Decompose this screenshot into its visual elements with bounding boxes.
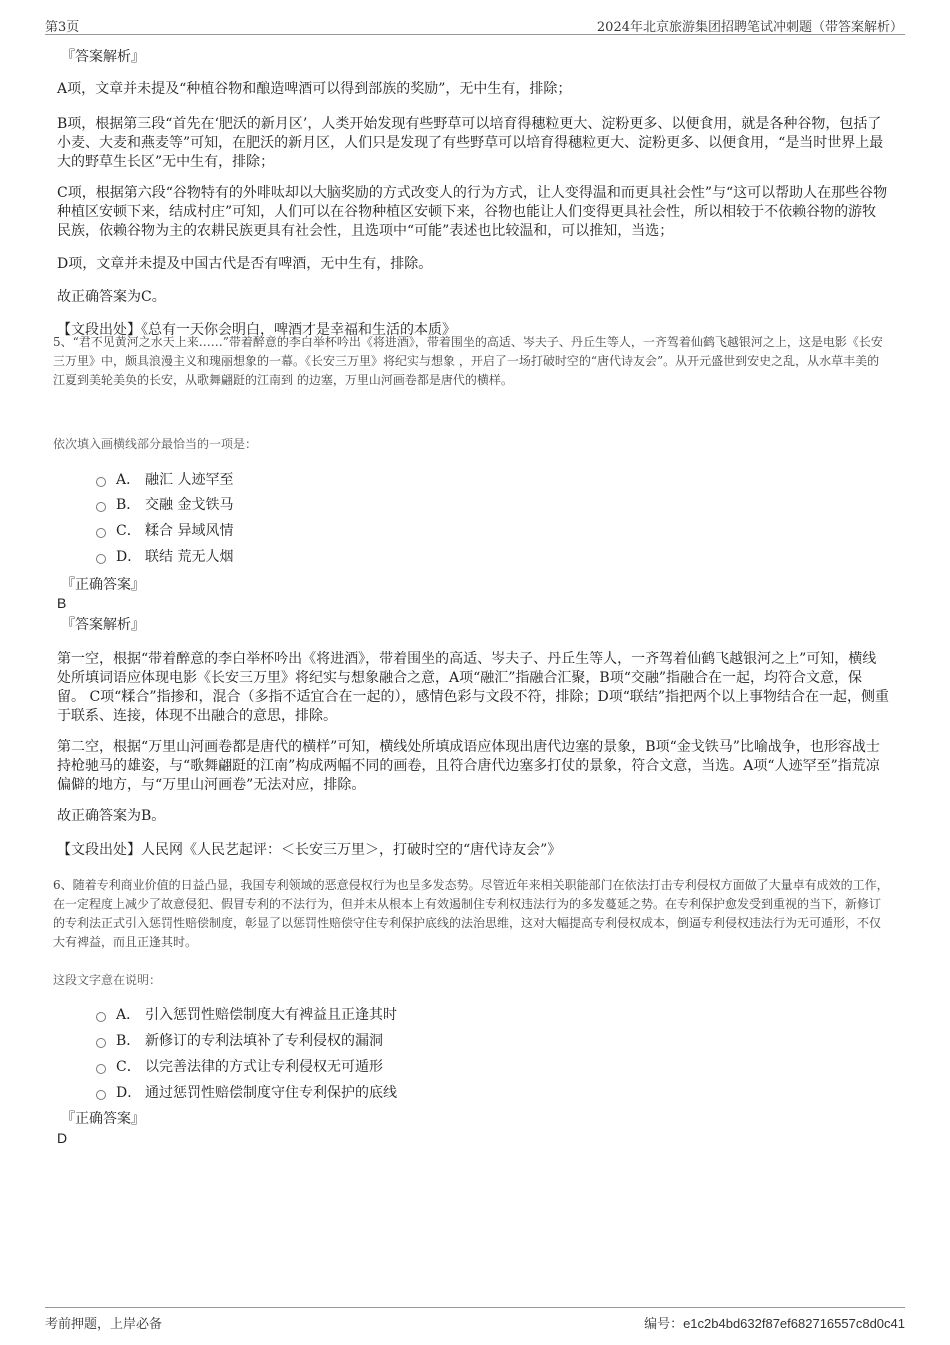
option-text: 通过惩罚性赔偿制度守住专利保护的底线 bbox=[145, 1085, 397, 1101]
document-title: 2024年北京旅游集团招聘笔试冲刺题（带答案解析） bbox=[596, 20, 903, 35]
option-text: 新修订的专利法填补了专利侵权的漏洞 bbox=[145, 1033, 383, 1049]
correct-answer: B bbox=[57, 595, 67, 611]
footer-slogan: 考前押题，上岸必备 bbox=[45, 1317, 163, 1332]
option-text: 交融 金戈铁马 bbox=[145, 497, 234, 513]
radio-icon[interactable] bbox=[96, 1090, 106, 1100]
analysis-paragraph-1: 第一空，根据“带着醉意的李白举杯吟出《将进酒》，带着围坐的高适、岑夫子、丹丘生等人，一齐驾着仙鹤飞越银河之上”可知，横线处所填词语应体现电影《长安三万里》将纪实与想象融合之意，A项“融汇”指融合汇聚，B项“交融”指融合在一起，均符合文意，保留。 C项“糅合”指掺和，混合（多指不适宜合在一起的），感情色彩与文段不符，排除；D项“联结”指把两个以上事物结合在一起，侧重于联系、连接，体现不出融合的意思，排除。 bbox=[57, 651, 890, 724]
answer-conclusion: 故正确答案为C。 bbox=[57, 289, 166, 305]
radio-icon[interactable] bbox=[96, 477, 106, 487]
analysis-paragraph-b: B项，根据第三段“首先在‘肥沃的新月区’，人类开始发现有些野草可以培育得穗粒更大、淀粉更多、以便食用，就是各种谷物，包括了小麦、大麦和燕麦等”可知，在肥沃的新月区，人们只是发现了有些野草可以培育得穗粒更大、淀粉更多、以便食用，“是当时世界上最大的野草生长区”无中生有，排除； bbox=[57, 116, 884, 170]
question-6-option-b[interactable] bbox=[96, 1030, 383, 1050]
option-text: 糅合 异域风情 bbox=[145, 523, 234, 539]
radio-icon[interactable] bbox=[96, 554, 106, 564]
option-letter: B． bbox=[116, 1033, 141, 1049]
question-6-prompt: 这段文字意在说明： bbox=[53, 973, 162, 987]
radio-icon[interactable] bbox=[96, 502, 106, 512]
analysis-paragraph-c: C项，根据第六段“谷物特有的外啡呔却以大脑奖励的方式改变人的行为方式，让人变得温和而更具社会性”与“这可以帮助人在那些谷物种植区安顿下来，结成村庄”可知，人们可以在谷物种植区安顿下来，谷物也能让人们变得更具社会性，所以相较于不依赖谷物的游牧民族，依赖谷物为主的农耕民族更具有社会性，且选项中“可能”表述也比较温和，可以推知，当选； bbox=[57, 185, 888, 239]
question-5-option-b[interactable] bbox=[96, 494, 233, 514]
radio-icon[interactable] bbox=[96, 1038, 106, 1048]
option-letter: C． bbox=[116, 523, 141, 539]
analysis-paragraph-d: D项，文章并未提及中国古代是否有啤酒，无中生有，排除。 bbox=[57, 256, 433, 272]
option-letter: D． bbox=[116, 549, 142, 565]
question-6-text: 6、随着专利商业价值的日益凸显，我国专利领域的恶意侵权行为也呈多发态势。尽管近年来相关职能部门在依法打击专利侵权方面做了大量卓有成效的工作，在一定程度上减少了故意侵犯、假冒专利的不法行为，但并未从根本上有效遏制住专利权违法行为的多发蔓延之势。在专利保护愈发受到重视的当下，新修订的专利法正式引入惩罚性赔偿制度，彰显了以惩罚性赔偿守住专利保护底线的法治思维，这对大幅提高专利侵权成本，倒逼专利侵权违法行为无可遁形，不仅大有裨益，而且正逢其时。 bbox=[53, 878, 889, 949]
source-note: 【文段出处】人民网《人民艺起评：＜长安三万里＞，打破时空的“唐代诗友会”》 bbox=[57, 842, 562, 858]
correct-answer: D bbox=[57, 1130, 68, 1146]
analysis-paragraph-2: 第二空，根据“万里山河画卷都是唐代的横样”可知，横线处所填成语应体现出唐代边塞的景象，B项“金戈铁马”比喻战争，也形容战士持枪驰马的雄姿，与“歌舞翩跹的江南”构成两幅不同的画卷，且符合唐代边塞多打仗的景象，符合文意，当选。A项“人迹罕至”指荒凉偏僻的地方，与“万里山河画卷”无法对应，排除。 bbox=[57, 739, 880, 793]
question-6-option-d[interactable] bbox=[96, 1082, 397, 1102]
analysis-paragraph-a: A项，文章并未提及“种植谷物和酿造啤酒可以得到部族的奖励”，无中生有，排除； bbox=[57, 81, 572, 97]
source-note: 【文段出处】《总有一天你会明白，啤酒才是幸福和生活的本质》 bbox=[57, 322, 456, 338]
option-letter: C． bbox=[116, 1059, 141, 1075]
option-text: 引入惩罚性赔偿制度大有裨益且正逢其时 bbox=[145, 1007, 397, 1023]
radio-icon[interactable] bbox=[96, 1064, 106, 1074]
correct-answer-tag: 『正确答案』 bbox=[61, 1111, 145, 1127]
option-letter: A． bbox=[116, 1007, 141, 1023]
question-5-option-d[interactable] bbox=[96, 546, 233, 566]
radio-icon[interactable] bbox=[96, 528, 106, 538]
question-5-option-a[interactable] bbox=[96, 469, 233, 489]
option-letter: D． bbox=[116, 1085, 142, 1101]
document-serial: 编号：e1c2b4bd632f87ef682716557c8d0c41 bbox=[644, 1316, 905, 1331]
option-text: 融汇 人迹罕至 bbox=[145, 472, 234, 488]
option-letter: A． bbox=[116, 472, 141, 488]
option-letter: B． bbox=[116, 497, 141, 513]
option-text: 以完善法律的方式让专利侵权无可遁形 bbox=[145, 1059, 383, 1075]
page-number: 第3页 bbox=[45, 20, 80, 35]
radio-icon[interactable] bbox=[96, 1012, 106, 1022]
question-5-option-c[interactable] bbox=[96, 520, 233, 540]
question-6-option-c[interactable] bbox=[96, 1056, 383, 1076]
question-5-prompt: 依次填入画横线部分最恰当的一项是： bbox=[53, 437, 258, 451]
question-6-option-a[interactable] bbox=[96, 1004, 397, 1024]
page-header bbox=[45, 14, 905, 35]
analysis-tag: 『答案解析』 bbox=[61, 49, 145, 65]
page-footer bbox=[45, 1307, 905, 1330]
option-text: 联结 荒无人烟 bbox=[145, 549, 234, 565]
correct-answer-tag: 『正确答案』 bbox=[61, 577, 145, 593]
answer-conclusion: 故正确答案为B。 bbox=[57, 808, 166, 824]
analysis-tag: 『答案解析』 bbox=[61, 617, 145, 633]
question-5-text: 5、“君不见黄河之水天上来……”带着醉意的李白举杯吟出《将进酒》，带着围坐的高适、岑夫子、丹丘生等人，一齐驾着仙鹤飞越银河之上，这是电影《长安三万里》中，颇具浪漫主义和瑰丽想象的一幕。《长安三万里》将纪实与想象 ，开启了一场打破时空的“唐代诗友会”。从开元盛世到安史之乱，从水草丰美的江夏到美轮美奂的长安，从歌舞翩跹的江南到 的边塞，万里山河画卷都是唐代的横样。 bbox=[53, 335, 883, 387]
